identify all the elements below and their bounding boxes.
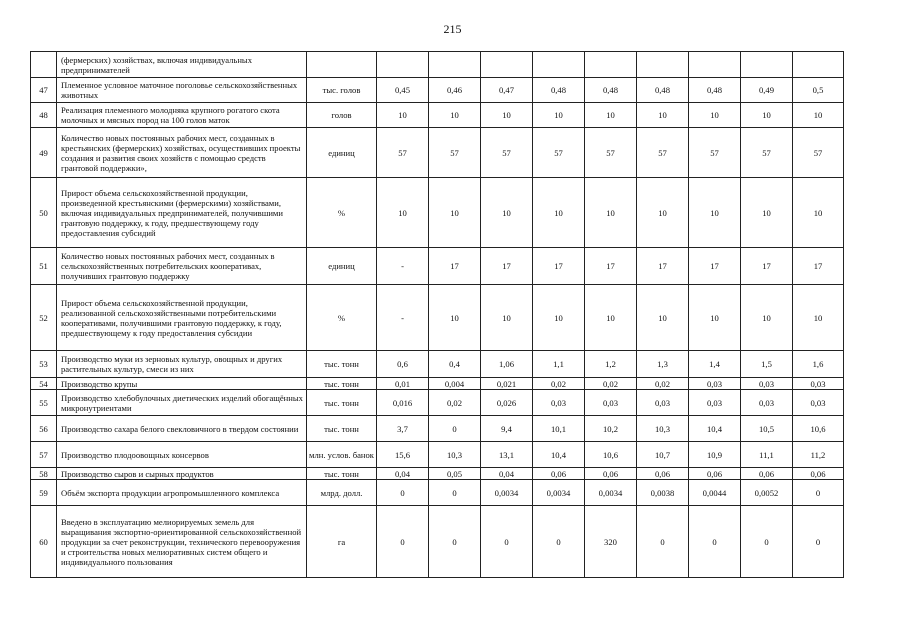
- row-number-cell: 56: [31, 416, 57, 442]
- value-cell: 0,0052: [741, 480, 793, 506]
- row-number-cell: 55: [31, 390, 57, 416]
- row-number-cell: 60: [31, 506, 57, 578]
- table-row: [31, 378, 844, 390]
- value-cell: 0,06: [793, 468, 844, 480]
- value-cell: 0,48: [637, 78, 689, 103]
- value-cell: 57: [689, 128, 741, 178]
- value-cell: 0,48: [585, 78, 637, 103]
- indicator-name-cell: Введено в эксплуатацию мелиорируемых земель для выращивания экспортно-ориентированной сельскохозяйственной продукции за счет реконструкции, технического перевооружения и строительства новых мелиоративных систем общего и индивидуального пользования: [57, 506, 307, 578]
- value-cell: 0,06: [533, 468, 585, 480]
- value-cell: 17: [429, 248, 481, 285]
- value-cell: 0,02: [637, 378, 689, 390]
- indicator-name-cell: Производство крупы: [57, 378, 307, 390]
- value-cell: [689, 52, 741, 78]
- value-cell: 10: [793, 103, 844, 128]
- value-cell: 17: [793, 248, 844, 285]
- indicator-name-cell: Количество новых постоянных рабочих мест, созданных в крестьянских (фермерских) хозяйствах, осуществивших проекты создания и развития своих хозяйств с помощью средств грантовой поддержки»,: [57, 128, 307, 178]
- value-cell: 57: [741, 128, 793, 178]
- value-cell: 10,5: [741, 416, 793, 442]
- unit-cell: млн. услов. банок: [307, 442, 377, 468]
- indicator-name-cell: Производство сахара белого свекловичного в твердом состоянии: [57, 416, 307, 442]
- value-cell: 10: [637, 285, 689, 351]
- row-number-cell: 58: [31, 468, 57, 480]
- value-cell: 0,03: [533, 390, 585, 416]
- table-row: [31, 506, 844, 578]
- value-cell: 10,9: [689, 442, 741, 468]
- value-cell: 0,021: [481, 378, 533, 390]
- value-cell: 0,47: [481, 78, 533, 103]
- value-cell: 10,7: [637, 442, 689, 468]
- value-cell: 10: [533, 103, 585, 128]
- unit-cell: тыс. голов: [307, 78, 377, 103]
- value-cell: 0: [793, 480, 844, 506]
- value-cell: 320: [585, 506, 637, 578]
- indicator-name-cell: Производство плодоовощных консервов: [57, 442, 307, 468]
- value-cell: 10: [533, 178, 585, 248]
- value-cell: 10: [429, 285, 481, 351]
- value-cell: 1,3: [637, 351, 689, 378]
- unit-cell: тыс. тонн: [307, 378, 377, 390]
- value-cell: 0: [533, 506, 585, 578]
- value-cell: 57: [481, 128, 533, 178]
- value-cell: 0,04: [481, 468, 533, 480]
- indicators-table: [30, 51, 844, 578]
- value-cell: 0: [689, 506, 741, 578]
- value-cell: 0,04: [377, 468, 429, 480]
- value-cell: 10,3: [637, 416, 689, 442]
- value-cell: -: [377, 248, 429, 285]
- value-cell: 17: [481, 248, 533, 285]
- value-cell: 0,48: [689, 78, 741, 103]
- value-cell: 10: [793, 285, 844, 351]
- value-cell: 0,026: [481, 390, 533, 416]
- value-cell: 10: [585, 178, 637, 248]
- value-cell: 10: [637, 178, 689, 248]
- table-row: [31, 128, 844, 178]
- value-cell: 0,0034: [533, 480, 585, 506]
- value-cell: 10: [637, 103, 689, 128]
- value-cell: 0,03: [689, 390, 741, 416]
- row-number-cell: 57: [31, 442, 57, 468]
- value-cell: 0: [429, 480, 481, 506]
- value-cell: 0: [481, 506, 533, 578]
- table-row: [31, 416, 844, 442]
- value-cell: 0,06: [741, 468, 793, 480]
- value-cell: 10: [741, 103, 793, 128]
- value-cell: 17: [585, 248, 637, 285]
- value-cell: 10: [585, 103, 637, 128]
- value-cell: 0,03: [793, 378, 844, 390]
- value-cell: 0,016: [377, 390, 429, 416]
- value-cell: 57: [585, 128, 637, 178]
- value-cell: 10: [689, 103, 741, 128]
- value-cell: 10,6: [585, 442, 637, 468]
- value-cell: 0,02: [533, 378, 585, 390]
- table-row: [31, 178, 844, 248]
- value-cell: 0,0044: [689, 480, 741, 506]
- unit-cell: голов: [307, 103, 377, 128]
- value-cell: 17: [741, 248, 793, 285]
- value-cell: 57: [429, 128, 481, 178]
- table-row: [31, 351, 844, 378]
- value-cell: 10: [377, 103, 429, 128]
- value-cell: 0,48: [533, 78, 585, 103]
- value-cell: 17: [689, 248, 741, 285]
- value-cell: 1,2: [585, 351, 637, 378]
- table-row: [31, 390, 844, 416]
- value-cell: 1,4: [689, 351, 741, 378]
- row-number-cell: 52: [31, 285, 57, 351]
- value-cell: 0,03: [689, 378, 741, 390]
- value-cell: 57: [793, 128, 844, 178]
- value-cell: 0,49: [741, 78, 793, 103]
- value-cell: 0: [377, 480, 429, 506]
- value-cell: 10,1: [533, 416, 585, 442]
- row-number-cell: 48: [31, 103, 57, 128]
- unit-cell: единиц: [307, 128, 377, 178]
- value-cell: 0,0034: [585, 480, 637, 506]
- row-number-cell: 49: [31, 128, 57, 178]
- value-cell: 10: [481, 285, 533, 351]
- value-cell: 0,05: [429, 468, 481, 480]
- value-cell: 3,7: [377, 416, 429, 442]
- value-cell: 0,06: [689, 468, 741, 480]
- indicator-name-cell: Производство муки из зерновых культур, овощных и других растительных культур, смеси из них: [57, 351, 307, 378]
- value-cell: 10: [689, 285, 741, 351]
- value-cell: 10: [585, 285, 637, 351]
- indicator-name-cell: Прирост объема сельскохозяйственной продукции, произведенной крестьянскими (фермерскими) хозяйствами, включая индивидуальных предпринимателей, получившими грантовую поддержку, к году, предшествующему году предоставления субсидий: [57, 178, 307, 248]
- value-cell: 10: [377, 178, 429, 248]
- indicator-name-cell: (фермерских) хозяйствах, включая индивидуальных предпринимателей: [57, 52, 307, 78]
- indicator-name-cell: Объём экспорта продукции агропромышленного комплекса: [57, 480, 307, 506]
- unit-cell: га: [307, 506, 377, 578]
- value-cell: [533, 52, 585, 78]
- value-cell: 0,5: [793, 78, 844, 103]
- value-cell: 0,06: [637, 468, 689, 480]
- value-cell: 0: [429, 416, 481, 442]
- value-cell: 10,4: [533, 442, 585, 468]
- value-cell: 57: [533, 128, 585, 178]
- value-cell: 10,2: [585, 416, 637, 442]
- value-cell: 9,4: [481, 416, 533, 442]
- value-cell: 17: [637, 248, 689, 285]
- table-row: [31, 480, 844, 506]
- value-cell: 0,01: [377, 378, 429, 390]
- value-cell: 10: [741, 178, 793, 248]
- indicator-name-cell: Прирост объема сельскохозяйственной продукции, реализованной сельскохозяйственными потребительскими кооперативами, получившими грантовую поддержку, к году, предшествующему к году предоставления субсидии: [57, 285, 307, 351]
- value-cell: 0,02: [429, 390, 481, 416]
- table-row: [31, 52, 844, 78]
- table-row: [31, 285, 844, 351]
- value-cell: 0: [377, 506, 429, 578]
- value-cell: [637, 52, 689, 78]
- value-cell: 11,2: [793, 442, 844, 468]
- value-cell: 10,4: [689, 416, 741, 442]
- value-cell: 10: [429, 178, 481, 248]
- unit-cell: %: [307, 285, 377, 351]
- value-cell: 0,03: [741, 378, 793, 390]
- value-cell: 0,6: [377, 351, 429, 378]
- value-cell: 1,06: [481, 351, 533, 378]
- unit-cell: млрд. долл.: [307, 480, 377, 506]
- value-cell: 0,03: [585, 390, 637, 416]
- page-number: 215: [443, 22, 462, 36]
- unit-cell: тыс. тонн: [307, 390, 377, 416]
- value-cell: [481, 52, 533, 78]
- value-cell: [793, 52, 844, 78]
- table-row: [31, 442, 844, 468]
- indicator-name-cell: Производство сыров и сырных продуктов: [57, 468, 307, 480]
- value-cell: [585, 52, 637, 78]
- table-row: [31, 248, 844, 285]
- value-cell: -: [377, 285, 429, 351]
- row-number-cell: 47: [31, 78, 57, 103]
- value-cell: 0,4: [429, 351, 481, 378]
- indicator-name-cell: Количество новых постоянных рабочих мест, созданных в сельскохозяйственных потребительских кооперативах, получивших грантовую поддержку: [57, 248, 307, 285]
- value-cell: [377, 52, 429, 78]
- row-number-cell: 51: [31, 248, 57, 285]
- value-cell: [429, 52, 481, 78]
- indicator-name-cell: Реализация племенного молодняка крупного рогатого скота молочных и мясных пород на 100 голов маток: [57, 103, 307, 128]
- value-cell: 10,3: [429, 442, 481, 468]
- value-cell: 1,1: [533, 351, 585, 378]
- indicator-name-cell: Производство хлебобулочных диетических изделий обогащённых микронутриентами: [57, 390, 307, 416]
- value-cell: 0,06: [585, 468, 637, 480]
- value-cell: 13,1: [481, 442, 533, 468]
- value-cell: 0: [741, 506, 793, 578]
- unit-cell: тыс. тонн: [307, 416, 377, 442]
- row-number-cell: 50: [31, 178, 57, 248]
- indicator-name-cell: Племенное условное маточное поголовье сельскохозяйственных животных: [57, 78, 307, 103]
- row-number-cell: 54: [31, 378, 57, 390]
- value-cell: 15,6: [377, 442, 429, 468]
- value-cell: 0,0034: [481, 480, 533, 506]
- unit-cell: тыс. тонн: [307, 468, 377, 480]
- table-row: [31, 78, 844, 103]
- value-cell: 0: [793, 506, 844, 578]
- value-cell: 10: [689, 178, 741, 248]
- value-cell: 10: [481, 103, 533, 128]
- unit-cell: тыс. тонн: [307, 351, 377, 378]
- value-cell: 0,004: [429, 378, 481, 390]
- value-cell: 0: [637, 506, 689, 578]
- value-cell: 0,03: [637, 390, 689, 416]
- value-cell: 57: [377, 128, 429, 178]
- unit-cell: [307, 52, 377, 78]
- value-cell: 0,46: [429, 78, 481, 103]
- row-number-cell: 59: [31, 480, 57, 506]
- row-number-cell: 53: [31, 351, 57, 378]
- value-cell: 11,1: [741, 442, 793, 468]
- value-cell: 57: [637, 128, 689, 178]
- unit-cell: %: [307, 178, 377, 248]
- row-number-cell: [31, 52, 57, 78]
- table-row: [31, 468, 844, 480]
- table-row: [31, 103, 844, 128]
- value-cell: 0,03: [793, 390, 844, 416]
- value-cell: 0,03: [741, 390, 793, 416]
- value-cell: 0,0038: [637, 480, 689, 506]
- value-cell: 1,5: [741, 351, 793, 378]
- value-cell: 17: [533, 248, 585, 285]
- value-cell: 10: [429, 103, 481, 128]
- value-cell: 1,6: [793, 351, 844, 378]
- value-cell: [741, 52, 793, 78]
- value-cell: 10,6: [793, 416, 844, 442]
- value-cell: 10: [481, 178, 533, 248]
- value-cell: 0,02: [585, 378, 637, 390]
- value-cell: 0,45: [377, 78, 429, 103]
- value-cell: 10: [741, 285, 793, 351]
- unit-cell: единиц: [307, 248, 377, 285]
- value-cell: 0: [429, 506, 481, 578]
- value-cell: 10: [533, 285, 585, 351]
- value-cell: 10: [793, 178, 844, 248]
